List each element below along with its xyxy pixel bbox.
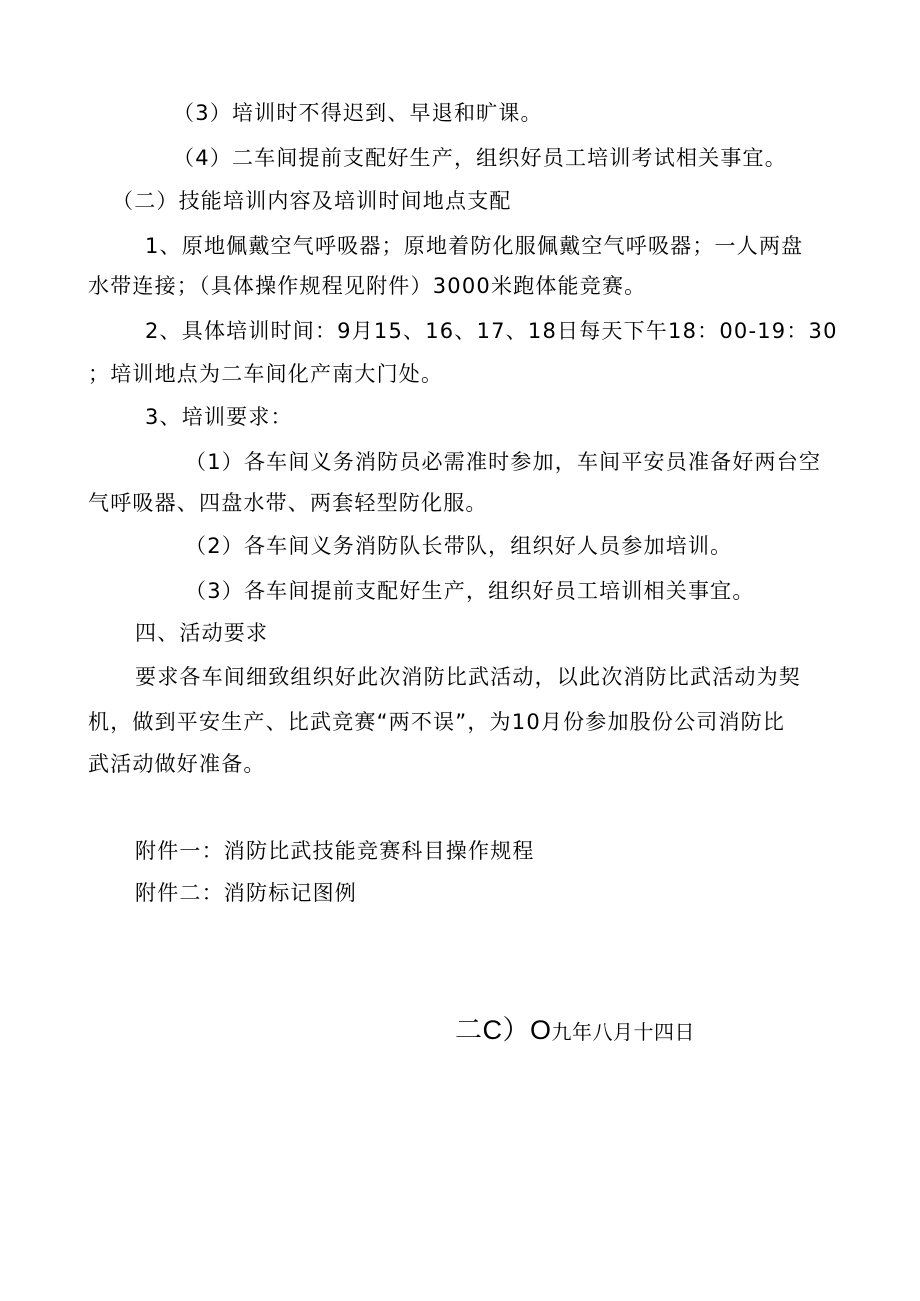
item-3-heading: 3、培训要求： — [145, 405, 293, 429]
requirement-1-line-1: （1）各车间义务消防员必需准时参加，车间平安员准备好两台空 — [185, 450, 822, 474]
item-1-line-1: 1、原地佩戴空气呼吸器；原地着防化服佩戴空气呼吸器；一人两盘 — [145, 234, 804, 258]
item-2-line-2: ；培训地点为二车间化产南大门处。 — [88, 362, 444, 386]
requirement-2: （2）各车间义务消防队长带队，组织好人员参加培训。 — [185, 534, 733, 558]
attachment-2: 附件二：消防标记图例 — [135, 881, 357, 905]
activity-paragraph-line-1: 要求各车间细致组织好此次消防比武活动，以此次消防比武活动为契 — [135, 665, 801, 689]
activity-paragraph-line-2: 机，做到平安生产、比武竞赛“两不误”，为10月份参加股份公司消防比 — [88, 710, 786, 734]
item-2-line-1: 2、具体培训时间：9月15、16、17、18日每天下午18：00-19：30 — [145, 319, 838, 343]
section-heading-activity-requirements: 四、活动要求 — [135, 621, 269, 645]
date-part: O — [530, 1015, 552, 1045]
activity-paragraph-line-3: 武活动做好准备。 — [88, 752, 266, 776]
section-heading-skill-training: （二）技能培训内容及培训时间地点支配 — [112, 189, 512, 213]
item-1-line-2: 水带连接；（具体操作规程见附件）3000米跑体能竞赛。 — [88, 274, 647, 298]
attachment-1: 附件一：消防比武技能竞赛科目操作规程 — [135, 839, 535, 863]
date-part: 九年八月十四日 — [551, 1020, 696, 1044]
date-part: ） — [502, 1015, 530, 1045]
requirement-1-line-2: 气呼吸器、四盘水带、两套轻型防化服。 — [88, 491, 488, 515]
training-rule-3: （3）培训时不得迟到、早退和旷课。 — [173, 101, 543, 125]
training-rule-4: （4）二车间提前支配好生产，组织好员工培训考试相关事宜。 — [173, 146, 787, 170]
requirement-3: （3）各车间提前支配好生产，组织好员工培训相关事宜。 — [185, 579, 755, 603]
date-part: C — [482, 1015, 503, 1045]
date-part: 二 — [455, 1015, 483, 1045]
document-date — [455, 1017, 695, 1045]
